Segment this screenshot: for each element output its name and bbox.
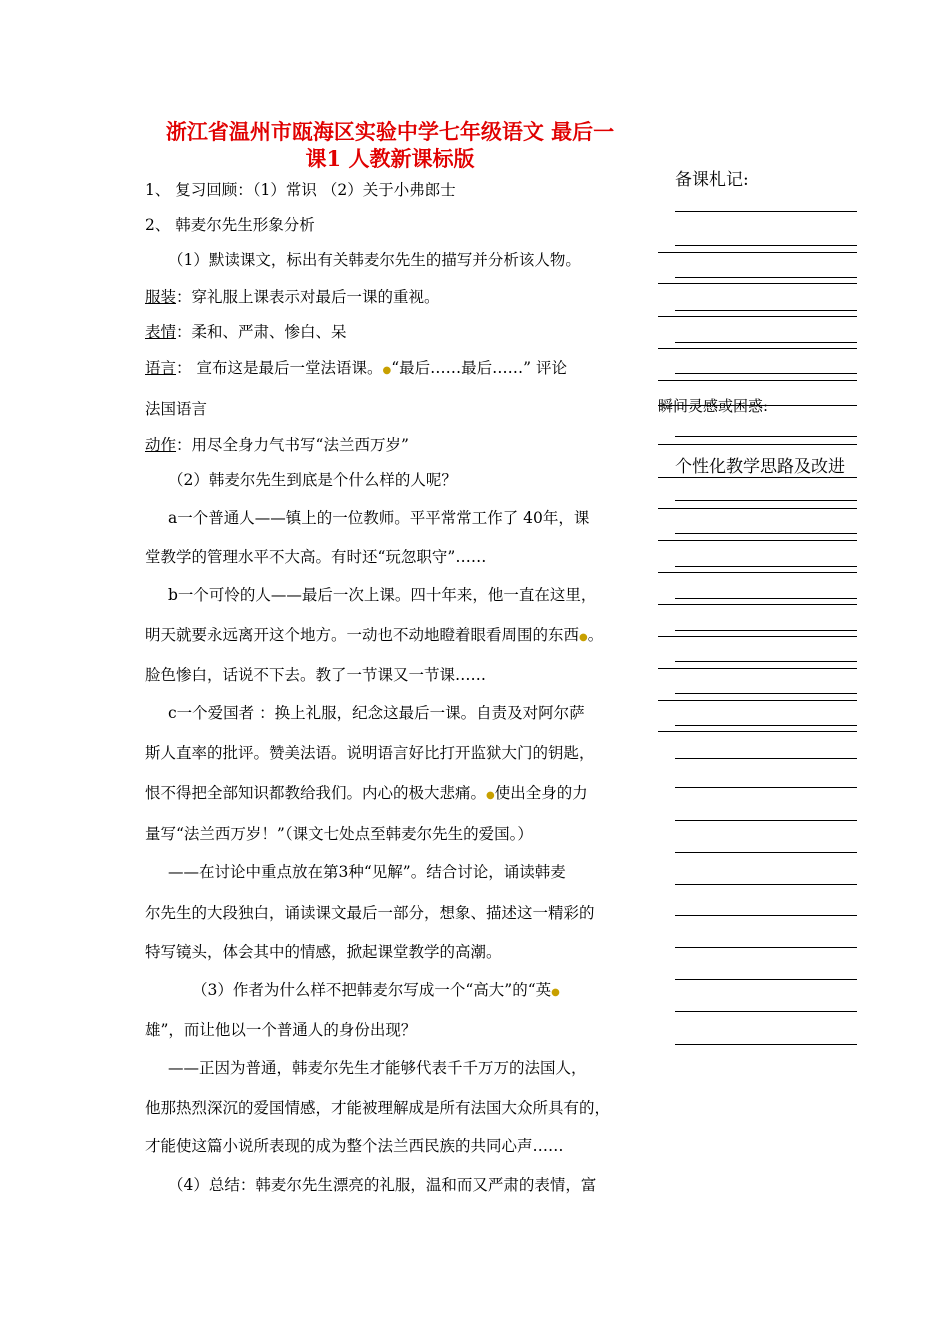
- text-span: “最后……最后……” 评论: [391, 359, 567, 377]
- note-line: [675, 566, 857, 567]
- note-line: [675, 758, 857, 759]
- note-line: [675, 598, 857, 599]
- note-line: [675, 661, 857, 662]
- note-line: [675, 500, 857, 501]
- text-line: 量写“法兰西万岁！”（课文七处点至韩麦尔先生的爱国。）: [145, 825, 533, 843]
- note-line: [675, 533, 857, 534]
- label-expression: 表情: [145, 323, 177, 341]
- note-line: [675, 693, 857, 694]
- label-language: 语言: [145, 359, 177, 377]
- mark-dot: ●: [579, 632, 588, 643]
- text-line: 他那热烈深沉的爱国情感，才能被理解成是所有法国大众所具有的，: [145, 1099, 611, 1117]
- note-line: [658, 405, 857, 406]
- text-line: [145, 433, 409, 455]
- mark-dot: ●: [486, 790, 495, 801]
- text-span: ：柔和、严肃、惨白、呆: [176, 323, 347, 341]
- note-line: [675, 277, 857, 278]
- text-line: [145, 320, 347, 342]
- document-title: [140, 118, 640, 172]
- note-line: [658, 252, 857, 253]
- note-line: [675, 787, 857, 788]
- text-span: 明天就要永远离开这个地方。一动也不动地瞪着眼看周围的东西: [145, 626, 580, 644]
- text-line: [145, 781, 588, 803]
- mark-dot: ●: [551, 987, 560, 998]
- title-line-2: 课1 人教新课标版: [305, 146, 475, 171]
- text-line: b一个可怜的人——最后一次上课。四十年来，他一直在这里，: [168, 586, 597, 604]
- text-line: （1）默读课文，标出有关韩麦尔先生的描写并分析该人物。: [168, 251, 581, 269]
- note-line: [675, 630, 857, 631]
- text-line: 2、 韩麦尔先生形象分析: [145, 216, 315, 234]
- text-line: ——在讨论中重点放在第3种“见解”。结合讨论，诵读韩麦: [168, 863, 566, 881]
- note-line: [658, 283, 857, 284]
- note-line: [675, 820, 857, 821]
- text-line: [145, 356, 567, 378]
- note-line: [658, 700, 857, 701]
- note-line: [658, 348, 857, 349]
- note-line: [675, 1011, 857, 1012]
- text-line: （2）韩麦尔先生到底是个什么样的人呢？: [168, 471, 457, 489]
- label-action: 动作: [145, 436, 177, 454]
- inspiration-label: 瞬间灵感或困惑:: [658, 397, 769, 415]
- text-line: 堂教学的管理水平不大高。有时还“玩忽职守”……: [145, 548, 487, 566]
- label-clothing: 服装: [145, 288, 177, 306]
- text-line: 特写镜头，体会其中的情感，掀起课堂教学的高潮。: [145, 943, 502, 961]
- note-line: [675, 947, 857, 948]
- text-span: 使出全身的力: [494, 784, 588, 802]
- text-line: a一个普通人——镇上的一位教师。平平常常工作了 40年，课: [168, 509, 590, 527]
- note-line: [675, 979, 857, 980]
- note-line: [675, 852, 857, 853]
- title-line-1: 浙江省温州市瓯海区实验中学七年级语文 最后一: [165, 119, 615, 144]
- text-line: （4）总结：韩麦尔先生漂亮的礼服，温和而又严肃的表情，富: [168, 1176, 597, 1194]
- note-line: [675, 1044, 857, 1045]
- text-line: 脸色惨白，话说不下去。教了一节课又一节课……: [145, 666, 487, 684]
- note-line: [658, 668, 857, 669]
- text-line: 斯人直率的批评。赞美法语。说明语言好比打开监狱大门的钥匙，: [145, 744, 595, 762]
- note-line: [675, 884, 857, 885]
- note-line: [658, 508, 857, 509]
- note-line: [658, 731, 857, 732]
- note-line: [658, 380, 857, 381]
- note-line: [658, 477, 857, 478]
- text-line: [145, 285, 440, 307]
- note-line: [658, 604, 857, 605]
- note-line: [658, 316, 857, 317]
- text-span: 。: [587, 626, 604, 644]
- text-line: 法国语言: [145, 400, 208, 418]
- note-line: [675, 310, 857, 311]
- note-line: [675, 211, 857, 212]
- text-line: c一个爱国者 ：换上礼服，纪念这最后一课。自责及对阿尔萨: [168, 704, 585, 722]
- note-line: [675, 436, 857, 437]
- text-span: （3）作者为什么样不把韩麦尔写成一个“高大”的“英: [192, 981, 552, 999]
- text-line: 尔先生的大段独白，诵读课文最后一部分，想象、描述这一精彩的: [145, 904, 595, 922]
- note-line: [675, 245, 857, 246]
- text-span: 恨不得把全部知识都教给我们。内心的极大悲痛。: [145, 784, 487, 802]
- note-line: [658, 540, 857, 541]
- text-line: [145, 623, 603, 645]
- note-line: [675, 725, 857, 726]
- mark-dot: ●: [382, 365, 392, 376]
- text-line: 雄”，而让他以一个普通人的身份出现？: [145, 1021, 417, 1039]
- text-line: [192, 978, 560, 1000]
- note-line: [675, 342, 857, 343]
- text-line: ——正因为普通，韩麦尔先生才能够代表千千万万的法国人，: [168, 1059, 587, 1077]
- note-line: [658, 444, 857, 445]
- teaching-ideas-title: 个性化教学思路及改进: [675, 457, 845, 477]
- text-span: ：用尽全身力气书写“法兰西万岁”: [176, 436, 409, 454]
- note-line: [658, 636, 857, 637]
- text-line: 1、 复习回顾：（1）常识 （2）关于小弗郎士: [145, 181, 456, 199]
- note-line: [675, 915, 857, 916]
- note-line: [675, 373, 857, 374]
- text-span: ：穿礼服上课表示对最后一课的重视。: [176, 288, 440, 306]
- text-span: ： 宣布这是最后一堂法语课。: [176, 359, 383, 377]
- note-line: [658, 572, 857, 573]
- notes-title: 备课札记:: [675, 170, 749, 190]
- text-line: 才能使这篇小说所表现的成为整个法兰西民族的共同心声……: [145, 1137, 564, 1155]
